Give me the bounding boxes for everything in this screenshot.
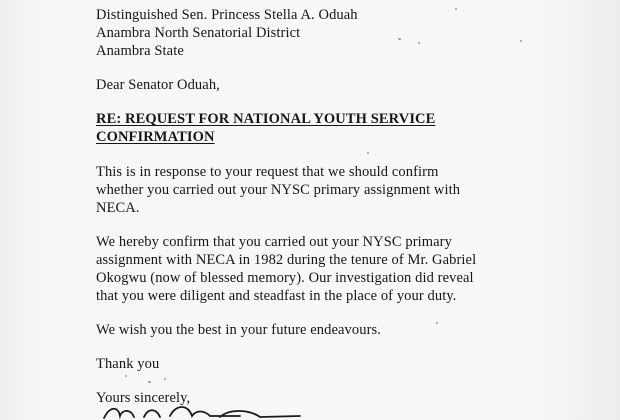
scan-speck [367, 152, 369, 154]
paragraph-1-line-2: whether you carried out your NYSC primary assignment with [96, 182, 461, 198]
thank-you: Thank you [96, 356, 160, 372]
salutation: Dear Senator Oduah, [96, 77, 220, 93]
paragraph-2-line-1: We hereby confirm that you carried out your NYSC primary [96, 234, 452, 250]
closing: Yours sincerely, [96, 390, 191, 406]
signature-stroke [104, 407, 300, 418]
paragraph-2-line-3: Okogwu (now of blessed memory). Our investigation did reveal [96, 270, 474, 286]
recipient-district: Anambra North Senatorial District [96, 25, 301, 41]
subject-line-1: RE: REQUEST FOR NATIONAL YOUTH SERVICE [96, 111, 436, 127]
scan-speck [418, 42, 420, 44]
scan-speck [164, 378, 166, 380]
recipient-state: Anambra State [96, 43, 184, 59]
paragraph-3: We wish you the best in your future endeavours. [96, 322, 382, 338]
paragraph-2-line-4: that you were diligent and steadfast in the place of your duty. [96, 288, 457, 304]
scan-speck [520, 40, 522, 42]
scan-speck [436, 322, 438, 324]
subject-line-2: CONFIRMATION [96, 129, 215, 145]
scan-speck [455, 8, 457, 10]
paragraph-1-line-1: This is in response to your request that we should confirm [96, 164, 439, 180]
paragraph-1-line-3: NECA. [96, 200, 140, 216]
paragraph-2-line-2: assignment with NECA in 1982 during the tenure of Mr. Gabriel [96, 252, 477, 268]
recipient-name: Distinguished Sen. Princess Stella A. Oduah [96, 7, 358, 23]
scan-speck [125, 375, 127, 377]
scan-speck [398, 38, 401, 40]
signature [100, 402, 310, 420]
scan-speck [148, 381, 151, 383]
